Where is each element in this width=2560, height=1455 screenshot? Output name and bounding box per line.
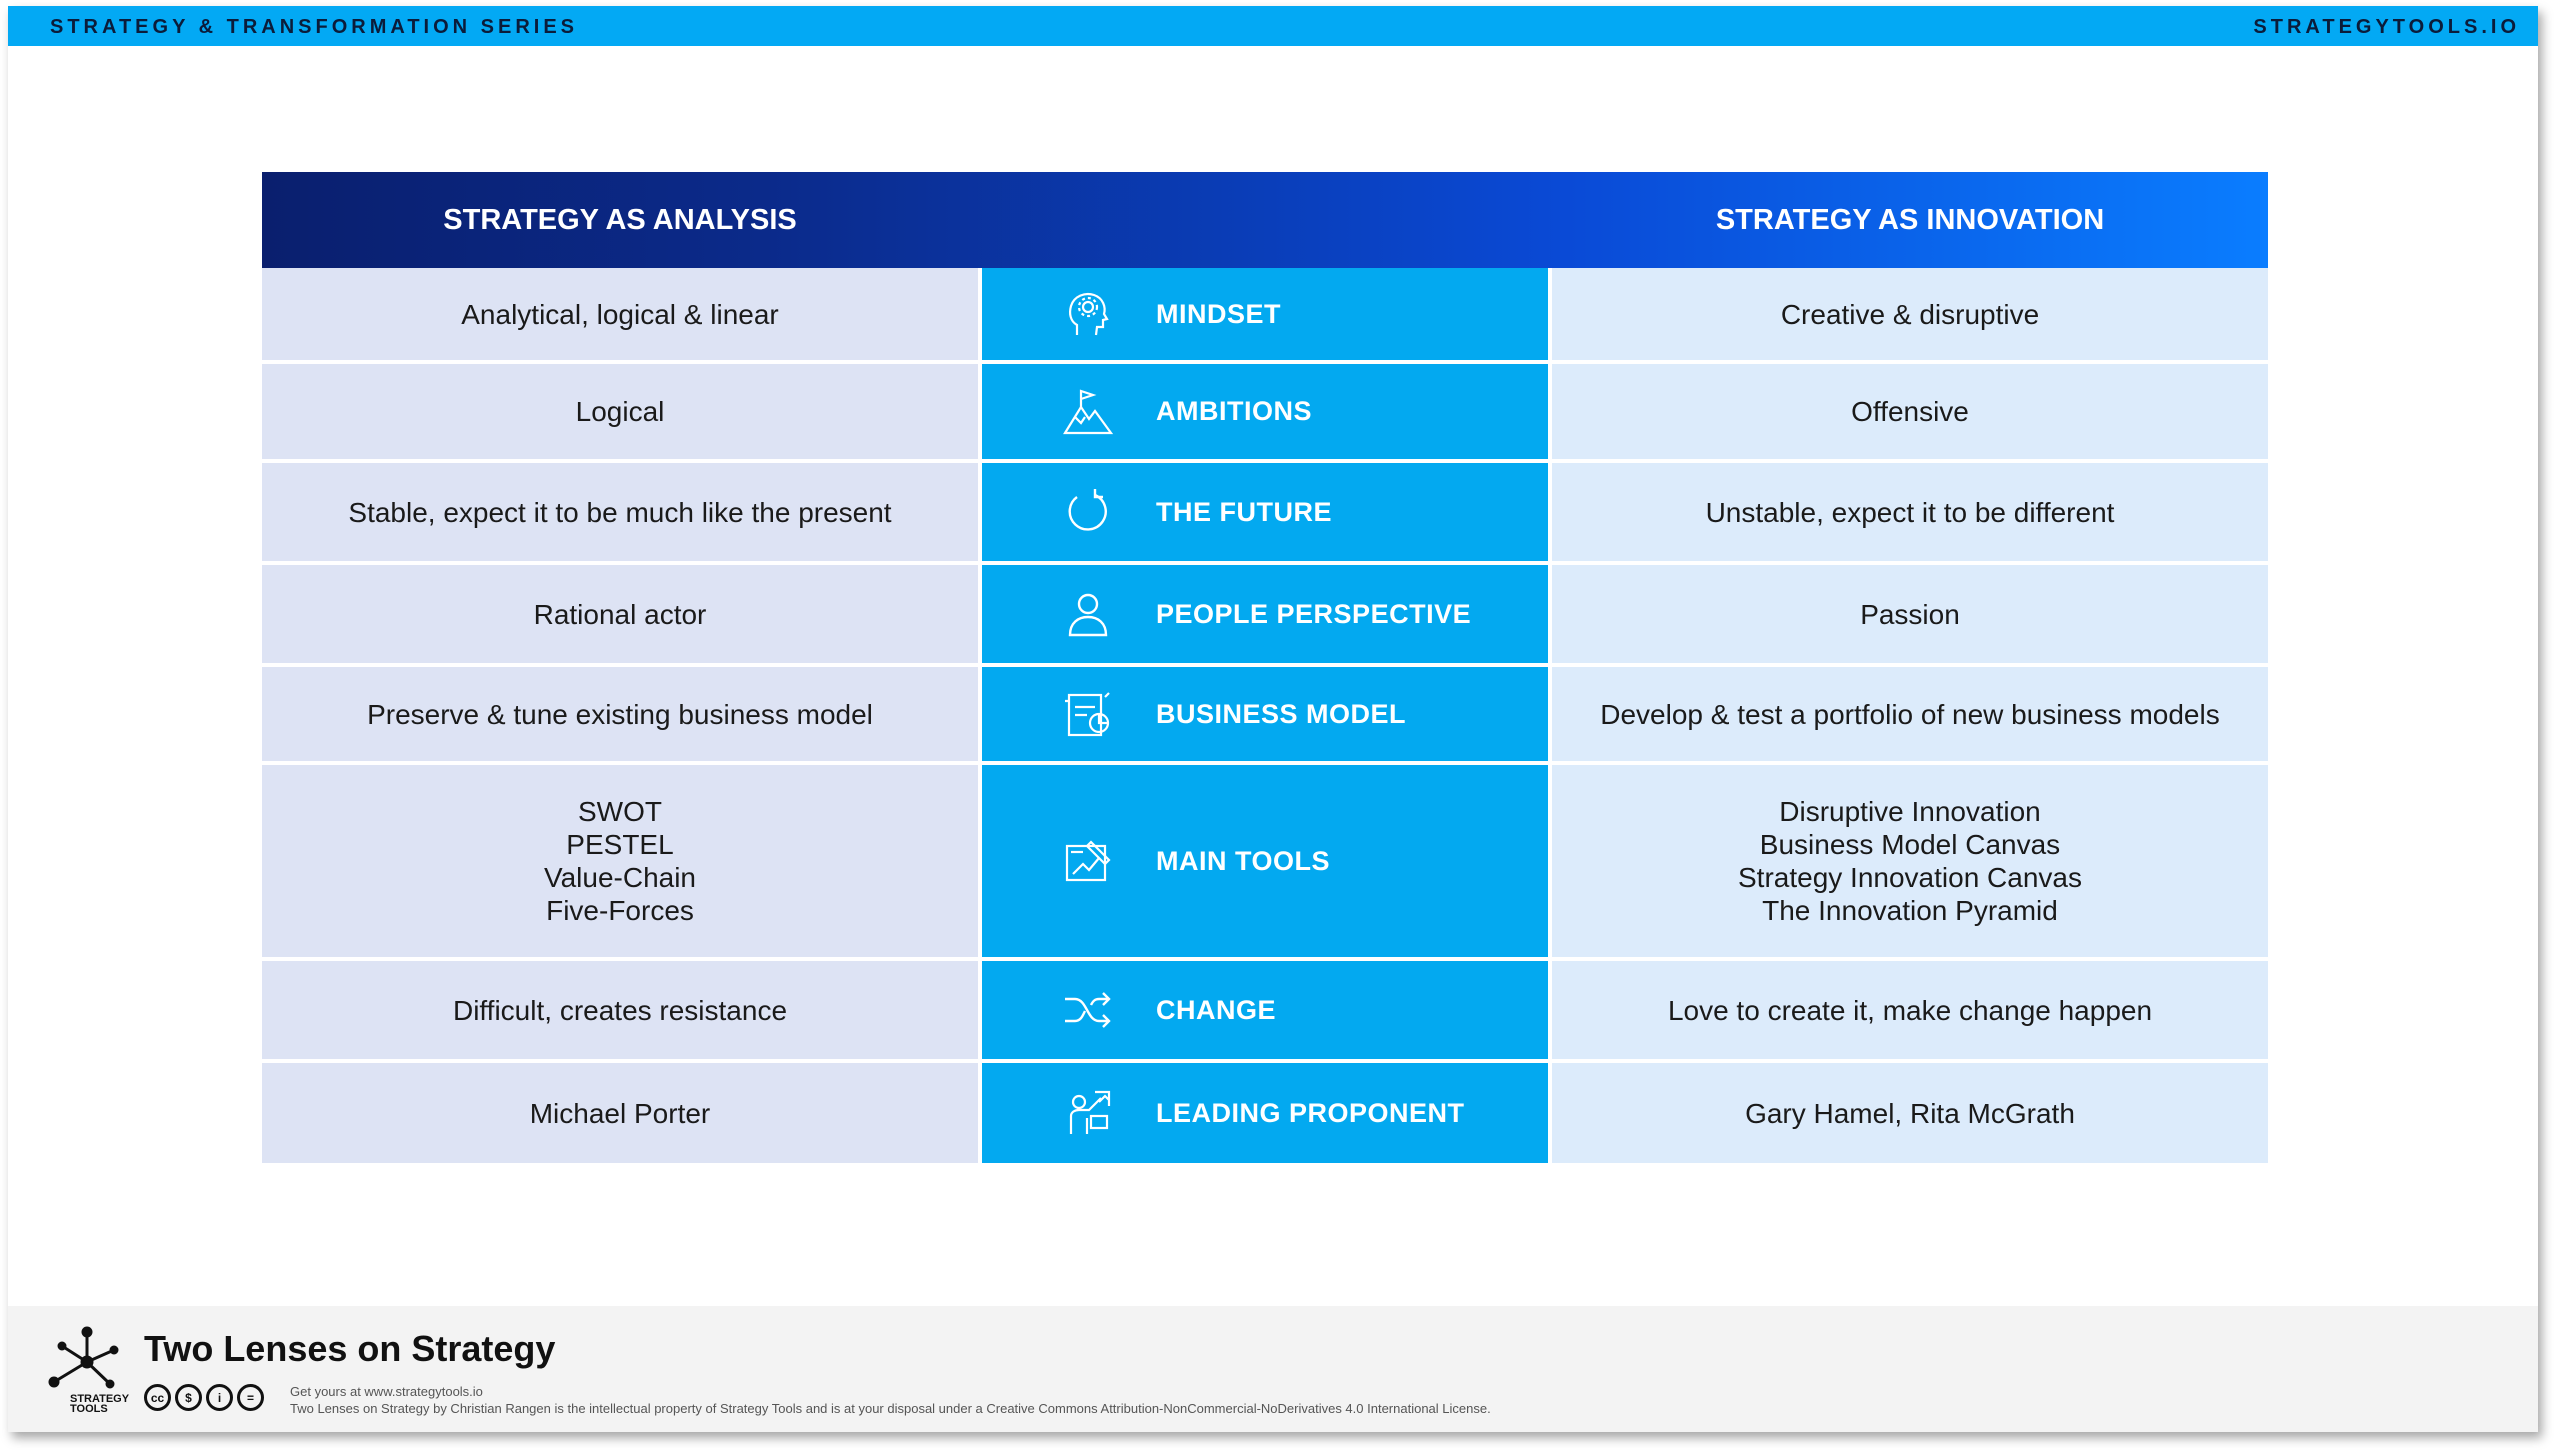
analysis-text — [348, 496, 891, 529]
lens-cell — [982, 667, 1548, 761]
analysis-cell — [262, 463, 978, 561]
circular-arrow-icon — [1060, 484, 1116, 540]
analysis-text — [576, 395, 665, 428]
site-label: STRATEGYTOOLS.IO — [2253, 16, 2520, 38]
innovation-cell — [1552, 961, 2268, 1059]
lens-label: MAIN TOOLS — [1156, 845, 1331, 876]
table-header — [262, 172, 2268, 268]
strategy-tools-logo — [42, 1324, 132, 1414]
analysis-line: Michael Porter — [529, 1097, 711, 1129]
analysis-text — [534, 598, 707, 631]
analysis-line: Stable, expect it to be much like the present — [348, 496, 892, 528]
table-row — [262, 565, 2268, 667]
nc-icon: $ — [175, 1384, 202, 1411]
analysis-text — [367, 698, 873, 731]
analysis-line: PESTEL — [566, 829, 674, 860]
innovation-text — [1738, 795, 2082, 927]
svg-text:STRATEGY: STRATEGY — [70, 1393, 130, 1405]
lens-label: CHANGE — [1156, 994, 1277, 1025]
footer — [8, 1306, 2538, 1432]
lens-cell — [982, 463, 1548, 561]
lens-label: AMBITIONS — [1156, 396, 1312, 426]
analysis-text — [530, 1097, 711, 1130]
footer-title: Two Lenses on Strategy — [144, 1328, 556, 1369]
document-chart-icon — [1060, 686, 1116, 742]
presenter-icon — [1060, 1085, 1116, 1141]
analysis-cell — [262, 667, 978, 761]
innovation-text — [1668, 994, 2152, 1027]
lens-label: LEADING PROPONENT — [1156, 1097, 1465, 1128]
analysis-text — [544, 795, 696, 927]
analysis-line: Logical — [575, 396, 665, 427]
lens-cell — [982, 961, 1548, 1059]
innovation-cell — [1552, 565, 2268, 663]
analysis-cell — [262, 364, 978, 459]
lens-label: PEOPLE PERSPECTIVE — [1156, 598, 1472, 629]
table-row — [262, 463, 2268, 565]
person-icon — [1060, 586, 1116, 642]
innovation-cell — [1552, 268, 2268, 360]
series-label: STRATEGY & TRANSFORMATION SERIES — [50, 16, 579, 38]
innovation-line: Strategy Innovation Canvas — [1738, 862, 2082, 893]
analysis-cell — [262, 765, 978, 957]
analysis-line: Preserve & tune existing business model — [367, 698, 873, 730]
analysis-line: Rational actor — [533, 598, 707, 630]
analysis-line: Five-Forces — [546, 895, 694, 926]
innovation-text — [1745, 1097, 2075, 1130]
get-yours-text: Get yours at www.strategytools.io — [290, 1384, 483, 1399]
innovation-cell — [1552, 667, 2268, 761]
header-analysis: STRATEGY AS ANALYSIS — [443, 204, 797, 236]
innovation-line: Offensive — [1851, 396, 1969, 427]
lens-cell — [982, 765, 1548, 957]
table-row — [262, 364, 2268, 463]
innovation-line: Love to create it, make change happen — [1667, 994, 2153, 1026]
table-row — [262, 765, 2268, 961]
innovation-cell — [1552, 1063, 2268, 1163]
table-row — [262, 961, 2268, 1063]
innovation-line: Develop & test a portfolio of new business models — [1600, 698, 2220, 730]
lens-label: MINDSET — [1156, 298, 1281, 329]
nd-icon: = — [237, 1384, 264, 1411]
innovation-line: Unstable, expect it to be different — [1705, 496, 2115, 528]
analysis-cell — [262, 1063, 978, 1163]
table-row — [262, 268, 2268, 364]
innovation-line: Disruptive Innovation — [1779, 796, 2041, 827]
comparison-table — [262, 172, 2268, 1167]
license-text: Two Lenses on Strategy by Christian Rangen is the intellectual property of Strategy Tools and is at your disposal under a Creative Commons Attribution-NonCommercial-NoDerivatives 4.0 International License. — [290, 1401, 1491, 1416]
by-icon: i — [206, 1384, 233, 1411]
innovation-line: Passion — [1860, 598, 1960, 630]
analysis-cell — [262, 268, 978, 360]
slide — [8, 6, 2538, 1432]
table-row — [262, 1063, 2268, 1167]
top-bar — [8, 6, 2538, 46]
innovation-cell — [1552, 364, 2268, 459]
analysis-line: Analytical, logical & linear — [461, 298, 779, 330]
mountain-flag-icon — [1060, 384, 1116, 440]
innovation-text — [1851, 395, 1969, 428]
lens-cell — [982, 1063, 1548, 1163]
svg-text:TOOLS: TOOLS — [70, 1403, 108, 1414]
analysis-text — [461, 298, 779, 331]
analysis-cell — [262, 565, 978, 663]
lens-label: THE FUTURE — [1156, 496, 1332, 527]
analysis-line: SWOT — [578, 796, 662, 827]
lens-cell — [982, 565, 1548, 663]
innovation-cell — [1552, 765, 2268, 957]
lens-label: BUSINESS MODEL — [1156, 698, 1407, 729]
innovation-text — [1706, 496, 2115, 529]
innovation-text — [1781, 298, 2039, 331]
innovation-line: The Innovation Pyramid — [1762, 895, 2058, 926]
tools-board-icon — [1060, 833, 1116, 889]
table-row — [262, 667, 2268, 765]
innovation-line: Business Model Canvas — [1759, 829, 2061, 860]
innovation-line: Gary Hamel, Rita McGrath — [1745, 1097, 2075, 1129]
analysis-cell — [262, 961, 978, 1059]
analysis-line: Difficult, creates resistance — [452, 994, 788, 1026]
innovation-cell — [1552, 463, 2268, 561]
analysis-text — [453, 994, 787, 1027]
innovation-text — [1600, 698, 2219, 731]
cc-icon: cc — [144, 1384, 171, 1411]
lens-cell — [982, 364, 1548, 459]
analysis-line: Value-Chain — [543, 862, 697, 893]
head-gear-icon — [1060, 286, 1116, 342]
cc-license-icons — [144, 1384, 264, 1411]
innovation-line: Creative & disruptive — [1780, 298, 2040, 330]
shuffle-arrows-icon — [1060, 982, 1116, 1038]
lens-cell — [982, 268, 1548, 360]
innovation-text — [1860, 598, 1960, 631]
header-innovation: STRATEGY AS INNOVATION — [1715, 204, 2105, 236]
